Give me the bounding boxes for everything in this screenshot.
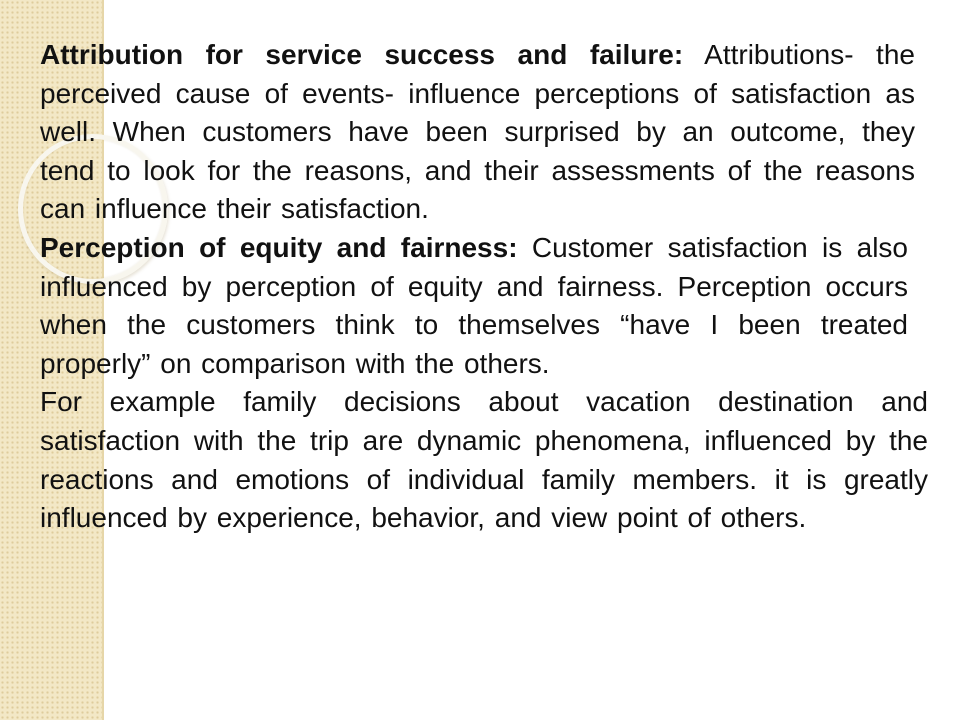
paragraph-example [40, 383, 928, 537]
heading-equity: Perception of equity and fairness: [40, 231, 518, 263]
paragraph-equity [40, 229, 908, 383]
heading-attribution: Attribution for service success and failure: [40, 39, 684, 70]
text-attribution: Attributions- the perceived cause of events- influence perceptions of satisfaction as well. When customers have been surprised by an outcome, they tend to look for the reasons, and their assessments of the reasons can influence their satisfaction. [40, 39, 915, 225]
text-example: For example family decisions about vacation destination and satisfaction with the trip are dynamic phenomena, influenced by the reactions and emotions of individual family members. it is greatly influenced by experience, behavior, and view point of others. [40, 386, 928, 534]
text-equity: Customer satisfaction is also influenced by perception of equity and fairness. Perception occurs when the customers think to themselves “have I been treated properly” on comparison with the others. [40, 231, 908, 379]
slide-body [40, 36, 940, 538]
paragraph-attribution [40, 36, 915, 229]
